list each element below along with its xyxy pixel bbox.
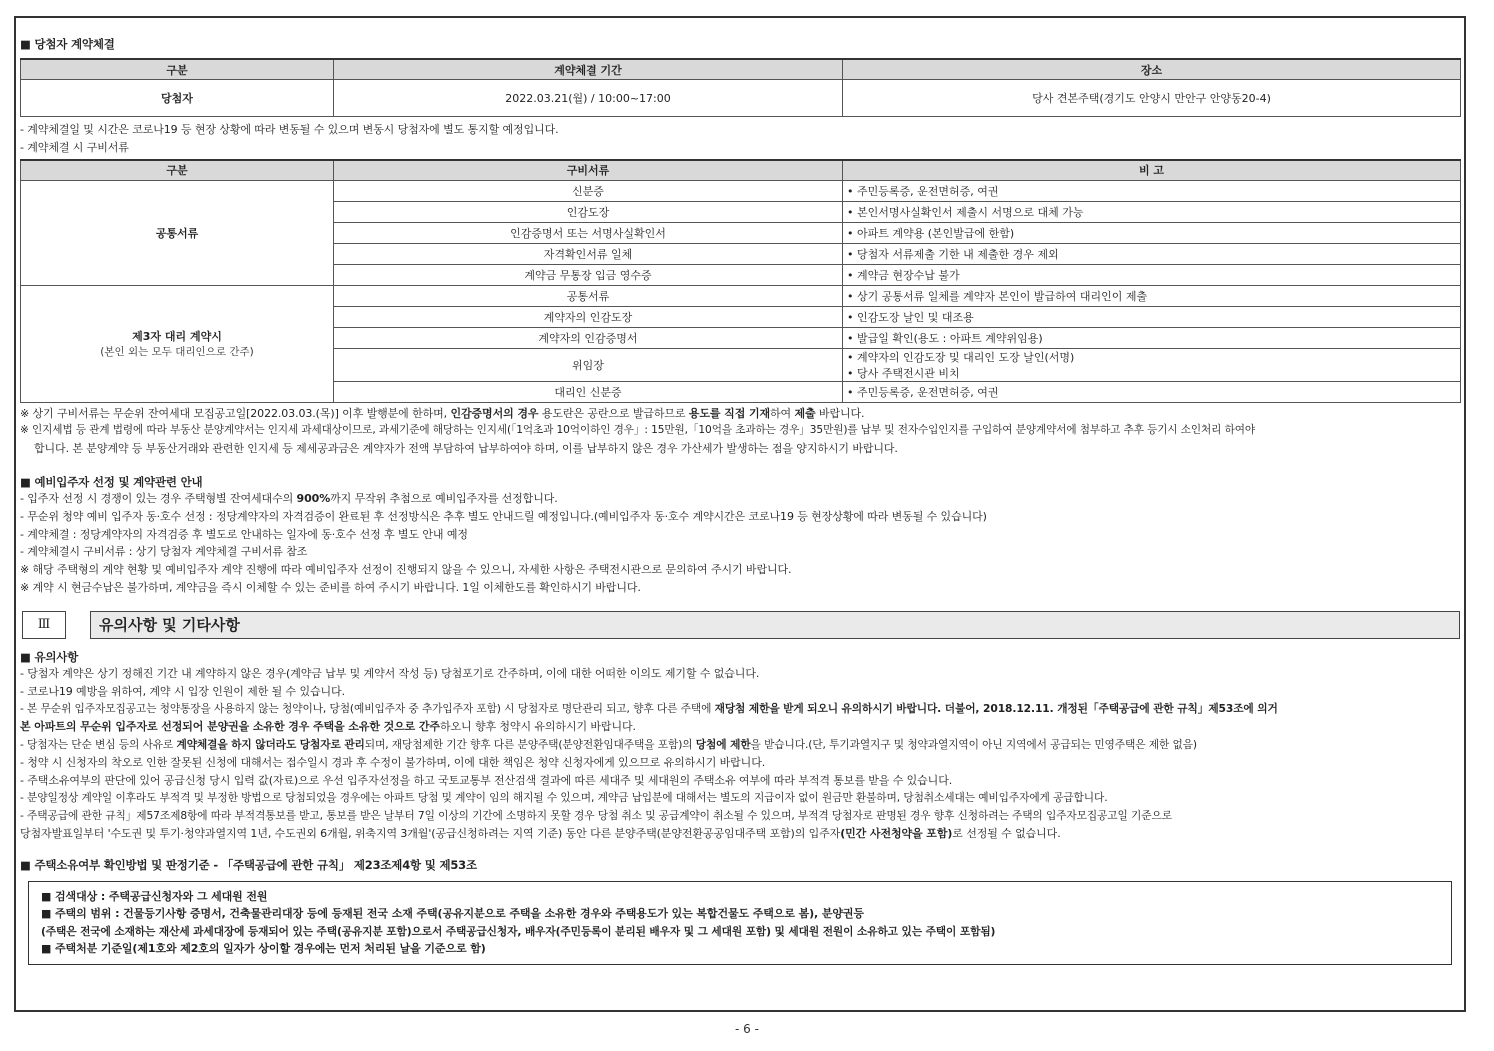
caution-line: - 본 무순위 입주자모집공고는 청약통장을 사용하지 않는 청약이나, 당첨(예비입주자 중 추가입주자 포함) 시 당첨자로 명단관리 되고, 향후 다른 주택에 재당첨 제한을 받게 되오니 유의하시기 바랍니다. 더불어, 2018.12.11. 개정된「주택공급에 관한 규칙」제53조에 의거 [20, 702, 1278, 716]
reserve-line: ※ 계약 시 현금수납은 불가하며, 계약금을 즉시 이체할 수 있는 준비를 하여 주시기 바랍니다. 1일 이체한도를 확인하시기 바랍니다. [20, 580, 641, 594]
docs-note [843, 348, 1461, 381]
docs-doc: 공통서류 [334, 285, 843, 306]
docs-group-proxy [21, 285, 334, 402]
reserve-line: - 입주자 선정 시 경쟁이 있는 경우 주택형별 잔여세대수의 900%까지 무작위 추첨으로 예비입주자를 선정합니다. [20, 491, 558, 505]
contract-note: - 계약체결일 및 시간은 코로나19 등 현장 상황에 따라 변동될 수 있으며 변동시 당첨자에 별도 통지할 예정입니다. [20, 123, 559, 136]
docs-group-common: 공통서류 [21, 180, 334, 285]
docs-footnote: 합니다. 본 분양계약 등 부동산거래와 관련한 인지세 등 제세공과금은 계약자가 전액 부담하여 납부하여야 하며, 이를 납부하지 않은 경우 가산세가 발생하는 점을 양지하시기 바랍니다. [34, 442, 898, 456]
ownership-line: ■ 주택처분 기준일(제1호와 제2호의 일자가 상이할 경우에는 먼저 처리된 날을 기준으로 함) [41, 942, 486, 956]
ownership-line: ■ 주택의 범위 : 건물등기사항 증명서, 건축물관리대장 등에 등재된 전국 소재 주택(공유지분으로 주택을 소유한 경우와 주택용도가 있는 복합건물도 주택으로 봄), 분양권등 [41, 907, 864, 921]
caution-section-title: ■ 유의사항 [20, 649, 79, 664]
page-frame [14, 16, 1466, 1012]
part3-header [20, 611, 1460, 639]
caution-line: - 청약 시 신청자의 착오로 인한 잘못된 신청에 대해서는 접수일시 경과 후 수정이 불가하며, 이에 대한 책임은 청약 신청자에게 있으므로 유의하시기 바랍니다. [20, 755, 766, 769]
caution-line: 당첨자발표일부터 '수도권 및 투기·청약과열지역 1년, 수도권외 6개월, 위축지역 3개월'(공급신청하려는 지역 기준) 동안 다른 분양주택(분양전환공공임대주택 포함)의 입주자(민간 사전청약을 포함)로 선정될 수 없습니다. [20, 826, 1061, 840]
contract-period: 2022.03.21(월) / 10:00~17:00 [334, 80, 843, 117]
docs-table [20, 159, 1461, 403]
docs-doc: 계약자의 인감증명서 [334, 327, 843, 348]
part3-number: Ⅲ [22, 611, 66, 639]
reserve-section-title: ■ 예비입주자 선정 및 계약관련 안내 [20, 474, 203, 489]
docs-doc: 인감증명서 또는 서명사실확인서 [334, 222, 843, 243]
contract-note: - 계약체결 시 구비서류 [20, 140, 129, 154]
contract-category: 당첨자 [21, 80, 334, 117]
ownership-section-title: ■ 주택소유여부 확인방법 및 판정기준 - 「주택공급에 관한 규칙」 제23조제4항 및 제53조 [20, 857, 477, 872]
docs-doc: 위임장 [334, 348, 843, 381]
contract-table [20, 58, 1461, 117]
docs-note-line: • 계약자의 인감도장 및 대리인 도장 날인(서명) [847, 350, 1075, 364]
docs-note: • 상기 공통서류 일체를 계약자 본인이 발급하여 대리인이 제출 [843, 285, 1461, 306]
reserve-line: ※ 해당 주택형의 계약 현황 및 예비입주자 계약 진행에 따라 예비입주자 선정이 진행되지 않을 수 있으니, 자세한 사항은 주택전시관으로 문의하여 주시기 바랍니다. [20, 563, 792, 577]
contract-header-place: 장소 [843, 59, 1461, 80]
reserve-line: - 무순위 청약 예비 입주자 동·호수 선정 : 정당계약자의 자격검증이 완료된 후 선정방식은 추후 별도 안내드릴 예정입니다.(예비입주자 동·호수 계약시간은 코로나19 등 현장상황에 따라 변동될 수 있습니다) [20, 509, 987, 523]
docs-note: • 주민등록증, 운전면허증, 여권 [843, 180, 1461, 201]
docs-note: • 인감도장 날인 및 대조용 [843, 306, 1461, 327]
docs-doc: 신분증 [334, 180, 843, 201]
caution-line: 본 아파트의 무순위 입주자로 선정되어 분양권을 소유한 경우 주택을 소유한 것으로 간주하오니 향후 청약시 유의하시기 바랍니다. [20, 720, 636, 734]
ownership-line: (주택은 전국에 소재하는 재산세 과세대장에 등재되어 있는 주택(공유지분 포함)으로서 주택공급신청자, 배우자(주민등록이 분리된 배우자 및 그 세대원 포함) 및 세대원 전원이 소유하고 있는 주택이 포함됨) [41, 924, 996, 938]
contract-header-category: 구분 [21, 59, 334, 80]
docs-header-category: 구분 [21, 160, 334, 181]
caution-line: - 분양일정상 계약일 이후라도 부적격 및 부정한 방법으로 당첨되었을 경우에는 아파트 당첨 및 계약이 임의 해지될 수 있으며, 계약금 납입분에 대해서는 별도의 지급이자 없이 원금만 환불하며, 당첨취소세대는 예비입주자에게 공급합니다. [20, 791, 1108, 805]
page-content [20, 36, 1460, 965]
caution-line: - 코로나19 예방을 위하여, 계약 시 입장 인원이 제한 될 수 있습니다. [20, 684, 345, 698]
caution-line: - 당첨자 계약은 상기 정해진 기간 내 계약하지 않은 경우(계약금 납부 및 계약서 작성 등) 당첨포기로 간주하며, 이에 대한 어떠한 이의도 제기할 수 없습니다. [20, 666, 760, 680]
docs-note: • 당첨자 서류제출 기한 내 제출한 경우 제외 [843, 243, 1461, 264]
docs-group-proxy-sublabel: (본인 외는 모두 대리인으로 간주) [100, 346, 254, 359]
docs-header-doc: 구비서류 [334, 160, 843, 181]
docs-note: • 주민등록증, 운전면허증, 여권 [843, 381, 1461, 402]
caution-line: - 당첨자는 단순 변심 등의 사유로 계약체결을 하지 않더라도 당첨자로 관리되며, 재당첨제한 기간 향후 다른 분양주택(분양전환임대주택을 포함)의 당첨에 제한을 받습니다.(단, 투기과열지구 및 청약과열지역이 아닌 지역에서 공급되는 민영주택은 제한 없음) [20, 737, 1197, 751]
contract-place: 당사 견본주택(경기도 안양시 만안구 안양동20-4) [843, 80, 1461, 117]
docs-doc: 계약자의 인감도장 [334, 306, 843, 327]
docs-note: • 발급일 확인(용도 : 아파트 계약위임용) [843, 327, 1461, 348]
docs-note: • 본인서명사실확인서 제출시 서명으로 대체 가능 [843, 201, 1461, 222]
docs-header-note: 비 고 [843, 160, 1461, 181]
caution-line: - 주택공급에 관한 규칙」제57조제8항에 따라 부적격통보를 받고, 통보를 받은 날부터 7일 이상의 기간에 소명하지 못할 경우 당첨 취소 및 공급계약이 취소될 수 있으며, 부적격 당첨자로 판명된 경우 향후 신청하려는 주택의 입주자모집공고일 기준으로 [20, 809, 1172, 823]
ownership-box [28, 881, 1452, 965]
page-number: - 6 - [735, 1022, 759, 1036]
docs-doc: 인감도장 [334, 201, 843, 222]
reserve-line: - 계약체결시 구비서류 : 상기 당첨자 계약체결 구비서류 참조 [20, 545, 308, 559]
docs-note: • 계약금 현장수납 불가 [843, 264, 1461, 285]
reserve-line: - 계약체결 : 정당계약자의 자격검증 후 별도로 안내하는 일자에 동·호수 선정 후 별도 안내 예정 [20, 527, 468, 541]
docs-footnote: ※ 인지세법 등 관계 법령에 따라 부동산 분양계약서는 인지세 과세대상이므로, 과세기준에 해당하는 인지세(「1억초과 10억이하인 경우」: 15만원,「10억을 초과하는 경우」35만원)를 납부 및 전자수입인지를 구입하여 분양계약서에 첨부하고 추후 등기시 소인처리 하여야 [20, 424, 1255, 437]
docs-doc: 자격확인서류 일체 [334, 243, 843, 264]
docs-note-line: • 당사 주택전시관 비치 [847, 366, 960, 380]
docs-group-proxy-label: 제3자 대리 계약시 [132, 330, 222, 344]
part3-title: 유의사항 및 기타사항 [90, 611, 1460, 639]
caution-line: - 주택소유여부의 판단에 있어 공급신청 당시 입력 값(자료)으로 우선 입주자선정을 하고 국토교통부 전산검색 결과에 따른 세대주 및 세대원의 주택소유 여부에 따라 부적격 통보를 받을 수 있습니다. [20, 773, 953, 787]
contract-section-title: ■ 당첨자 계약체결 [20, 37, 115, 51]
docs-note: • 아파트 계약용 (본인발급에 한함) [843, 222, 1461, 243]
ownership-line: ■ 검색대상 : 주택공급신청자와 그 세대원 전원 [41, 889, 268, 903]
contract-header-period: 계약체결 기간 [334, 59, 843, 80]
docs-footnote: ※ 상기 구비서류는 무순위 잔여세대 모집공고일[2022.03.03.(목)] 이후 발행분에 한하며, 인감증명서의 경우 용도란은 공란으로 발급하므로 용도를 직접 기재하여 제출 바랍니다. [20, 406, 865, 420]
docs-doc: 계약금 무통장 입금 영수증 [334, 264, 843, 285]
docs-doc: 대리인 신분증 [334, 381, 843, 402]
